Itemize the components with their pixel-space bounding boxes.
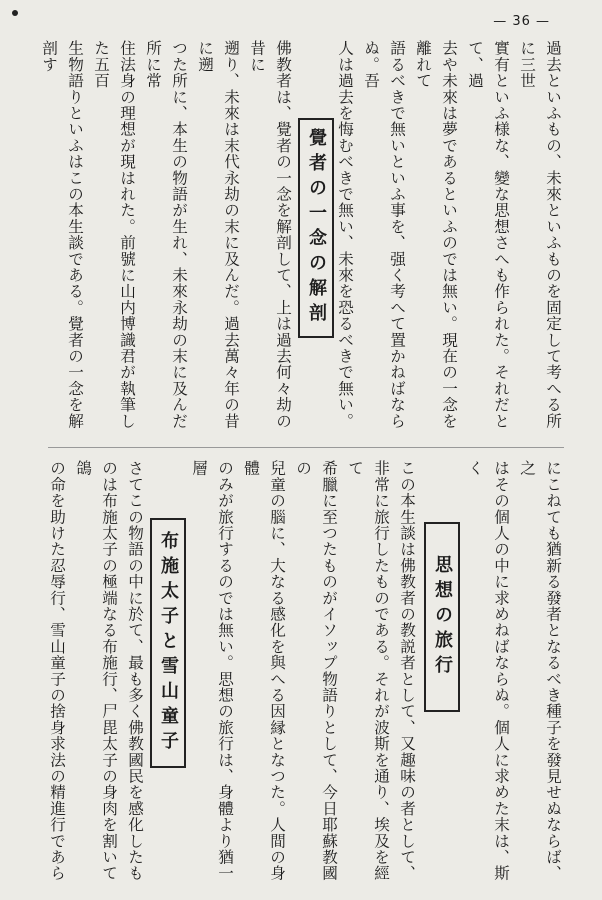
text-line: つた所に、本生の物語が生れ、未來永劫の末に及んだ所に常: [144, 40, 188, 429]
text-line: この本生談は佛教者の教説者として、又趣味の者として、: [398, 460, 416, 882]
heading-kakusha: 覺者の一念の解剖: [298, 118, 334, 338]
text-line: 遡り、未來は末代永劫の末に及んだ。過去萬々年の昔に遡: [196, 40, 240, 429]
text-line: のみが旅行するのでは無い。思想の旅行は、身體より猶一層: [190, 460, 234, 882]
text-line: 兒童の腦に、大なる感化を與へる因縁となつた。人間の身體: [242, 460, 286, 882]
text-line: 語るべきで無いといふ事を、强く考へて置かねばならぬ。吾: [362, 40, 406, 429]
text-line: 佛教者は、覺者の一念を解剖して、上は過去何々劫の昔に: [248, 40, 292, 429]
upper-left-text: [40, 40, 296, 440]
text-line: にこねても猶新る發者となるべき種子を發見せぬならば、之: [518, 460, 562, 882]
text-line: 希臘に至つたものがイソップ物語りとして、今日耶蘇教國の: [294, 460, 338, 882]
text-line: 非常に旅行したものである。それが波斯を通り、埃及を經て: [346, 460, 390, 882]
text-line: 實有といふ様な、變な思想さへも作られた。それだとて、過: [466, 40, 510, 429]
heading-fuse: 布施太子と雪山童子: [150, 518, 186, 768]
text-line: [40, 460, 44, 890]
text-line: さてこの物語の中に於て、最も多く佛教國民を感化したも: [126, 460, 144, 882]
section-divider: [48, 447, 564, 448]
text-line: の命を助けた忍辱行、雪山童子の捨身求法の精進行であら: [48, 460, 66, 882]
text-line: 生物語りといふはこの本生談である。覺者の一念を解剖す: [40, 40, 84, 429]
text-line: 住法身の理想が現はれた。前號に山内博識君が執筆した五百: [92, 40, 136, 429]
page-number: — 36 —: [493, 14, 550, 29]
lower-right-text: [458, 460, 566, 890]
upper-right-text: [334, 40, 566, 440]
text-line: 過去といふもの、未來といふものを固定して考へる所に三世: [518, 40, 562, 429]
ink-dot: [12, 10, 18, 16]
text-line: のは布施太子の極端なる布施行、尸毘太子の身肉を割いて鴿: [74, 460, 118, 882]
text-line: はその個人の中に求めねばならぬ。個人に求めた末は、斯く: [466, 460, 510, 882]
lower-left-text: [40, 460, 148, 890]
text-line: 人は過去を悔むべきで無い、未來を恐るべきで無い。: [336, 40, 354, 429]
text-line: 去や未來は夢であるといふのでは無い。現在の一念を離れて: [414, 40, 458, 429]
lower-middle-text: [182, 460, 420, 890]
heading-shiso: 思想の旅行: [424, 522, 460, 712]
